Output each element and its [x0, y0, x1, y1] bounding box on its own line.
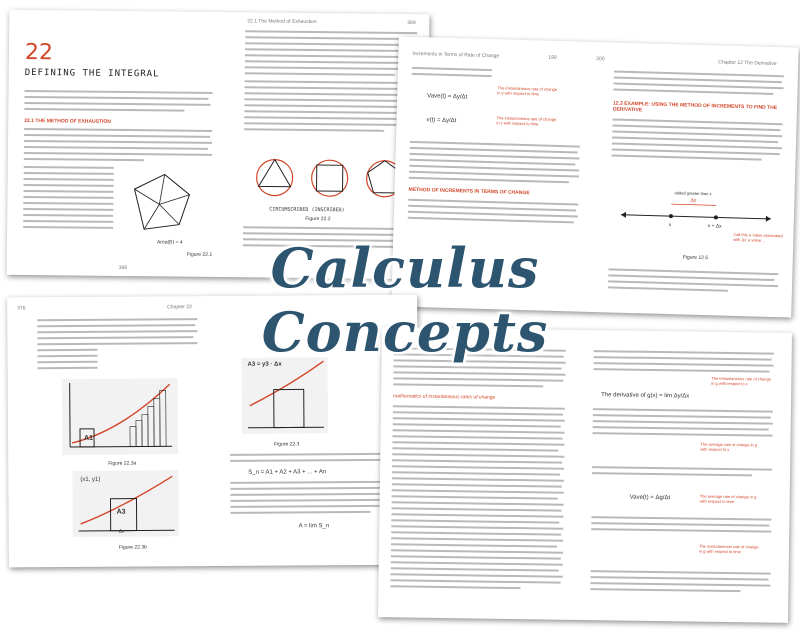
page4-subheading: mathematics of instantaneous rates of change: [393, 393, 496, 401]
figure-caption-22-3b: Figure 22.3b: [118, 544, 147, 551]
formula-v: v(t) = Δy/Δt: [426, 117, 457, 125]
note-instant-g-t: The instantaneous rate of change in g with respect to time: [698, 543, 759, 555]
figure-caption-22-3: Figure 22.3: [274, 441, 300, 448]
section-heading: 22.1 THE METHOD OF EXHAUSTION: [24, 117, 111, 125]
delta-label: added greater than x: [674, 190, 712, 197]
page3-header: Chapter 22: [167, 304, 192, 311]
note-value-dx: Call this a 'value associated with Δx' a value ...: [733, 231, 783, 243]
derivative-text: The derivative of g(x) = lim Δy/Δx: [601, 392, 690, 400]
note-average-g-t: The average rate of change in g with respect to time: [699, 493, 757, 505]
label-a1: A1: [84, 434, 94, 442]
label-dx: Δx: [118, 528, 125, 535]
riemann-figure-a: [60, 376, 181, 457]
page3-number: 376: [17, 305, 26, 312]
figure-label: CIRCUMSCRIBED (INSCRIBED): [269, 206, 345, 214]
figure-caption-a: Figure 22.1: [186, 251, 213, 258]
polygon-figure: [119, 169, 200, 240]
page-number-left: 368: [118, 264, 128, 272]
formula-limit: A = lim S_n: [298, 523, 330, 530]
page4-formula: Vave(t) = Δg/Δt: [629, 494, 671, 502]
page2-section-heading: 12.3 EXAMPLE: USING THE METHOD OF INCREMENTS TO FIND THE DERIVATIVE: [612, 100, 778, 114]
formula-sum: S_n = A1 + A2 + A3 + ... + An: [248, 469, 327, 476]
note-rate-y: The instantaneous rate of change in y with respect to time: [497, 85, 558, 97]
banner-title: Calculus Concepts: [261, 236, 549, 364]
note-rate-x: The instantaneous rate of change in x with respect to time: [496, 115, 557, 127]
chapter-number: 22: [24, 39, 54, 66]
area-formula: A3 = y3 · Δx: [247, 361, 282, 368]
label-point: (x1, y1): [80, 476, 101, 483]
figure-caption-b: Figure 22.2: [305, 215, 331, 223]
page2-number-right: 200: [596, 55, 605, 63]
x-plus-dx-label: x + Δx: [707, 223, 722, 230]
note-instant-g-x: The instantaneous rate of change in g with respect to x: [711, 375, 772, 387]
dx-label: Δx: [690, 197, 697, 204]
page2-chapter-tag: Chapter 12 The Derivative: [718, 59, 777, 68]
formula-vave: Vave(t) = Δy/Δt: [427, 93, 468, 101]
page-number-right: 369: [407, 19, 416, 27]
label-a3: A3: [116, 508, 126, 516]
page-header-right: 22.1 The Method of Exhaustion: [247, 18, 317, 26]
page2-header: Increments in Terms of Rate of Change: [412, 50, 500, 60]
page-derivative-notes: [378, 327, 792, 623]
x-label: x: [668, 222, 672, 229]
page2-subheading: METHOD OF INCREMENTS IN TERMS OF CHANGE: [408, 186, 530, 197]
chapter-title: DEFINING THE INTEGRAL: [24, 67, 160, 80]
note-average-g-x: The average rate of change in g with respect to x: [700, 441, 758, 453]
page2-number-left: 199: [548, 54, 557, 61]
page2-figure-caption: Figure 12.5: [682, 254, 709, 262]
figure-caption-22-3a: Figure 22.3a: [108, 460, 137, 467]
inscribed-shapes-figure: [249, 152, 410, 204]
area-label: Area(B) = 4: [156, 239, 183, 246]
